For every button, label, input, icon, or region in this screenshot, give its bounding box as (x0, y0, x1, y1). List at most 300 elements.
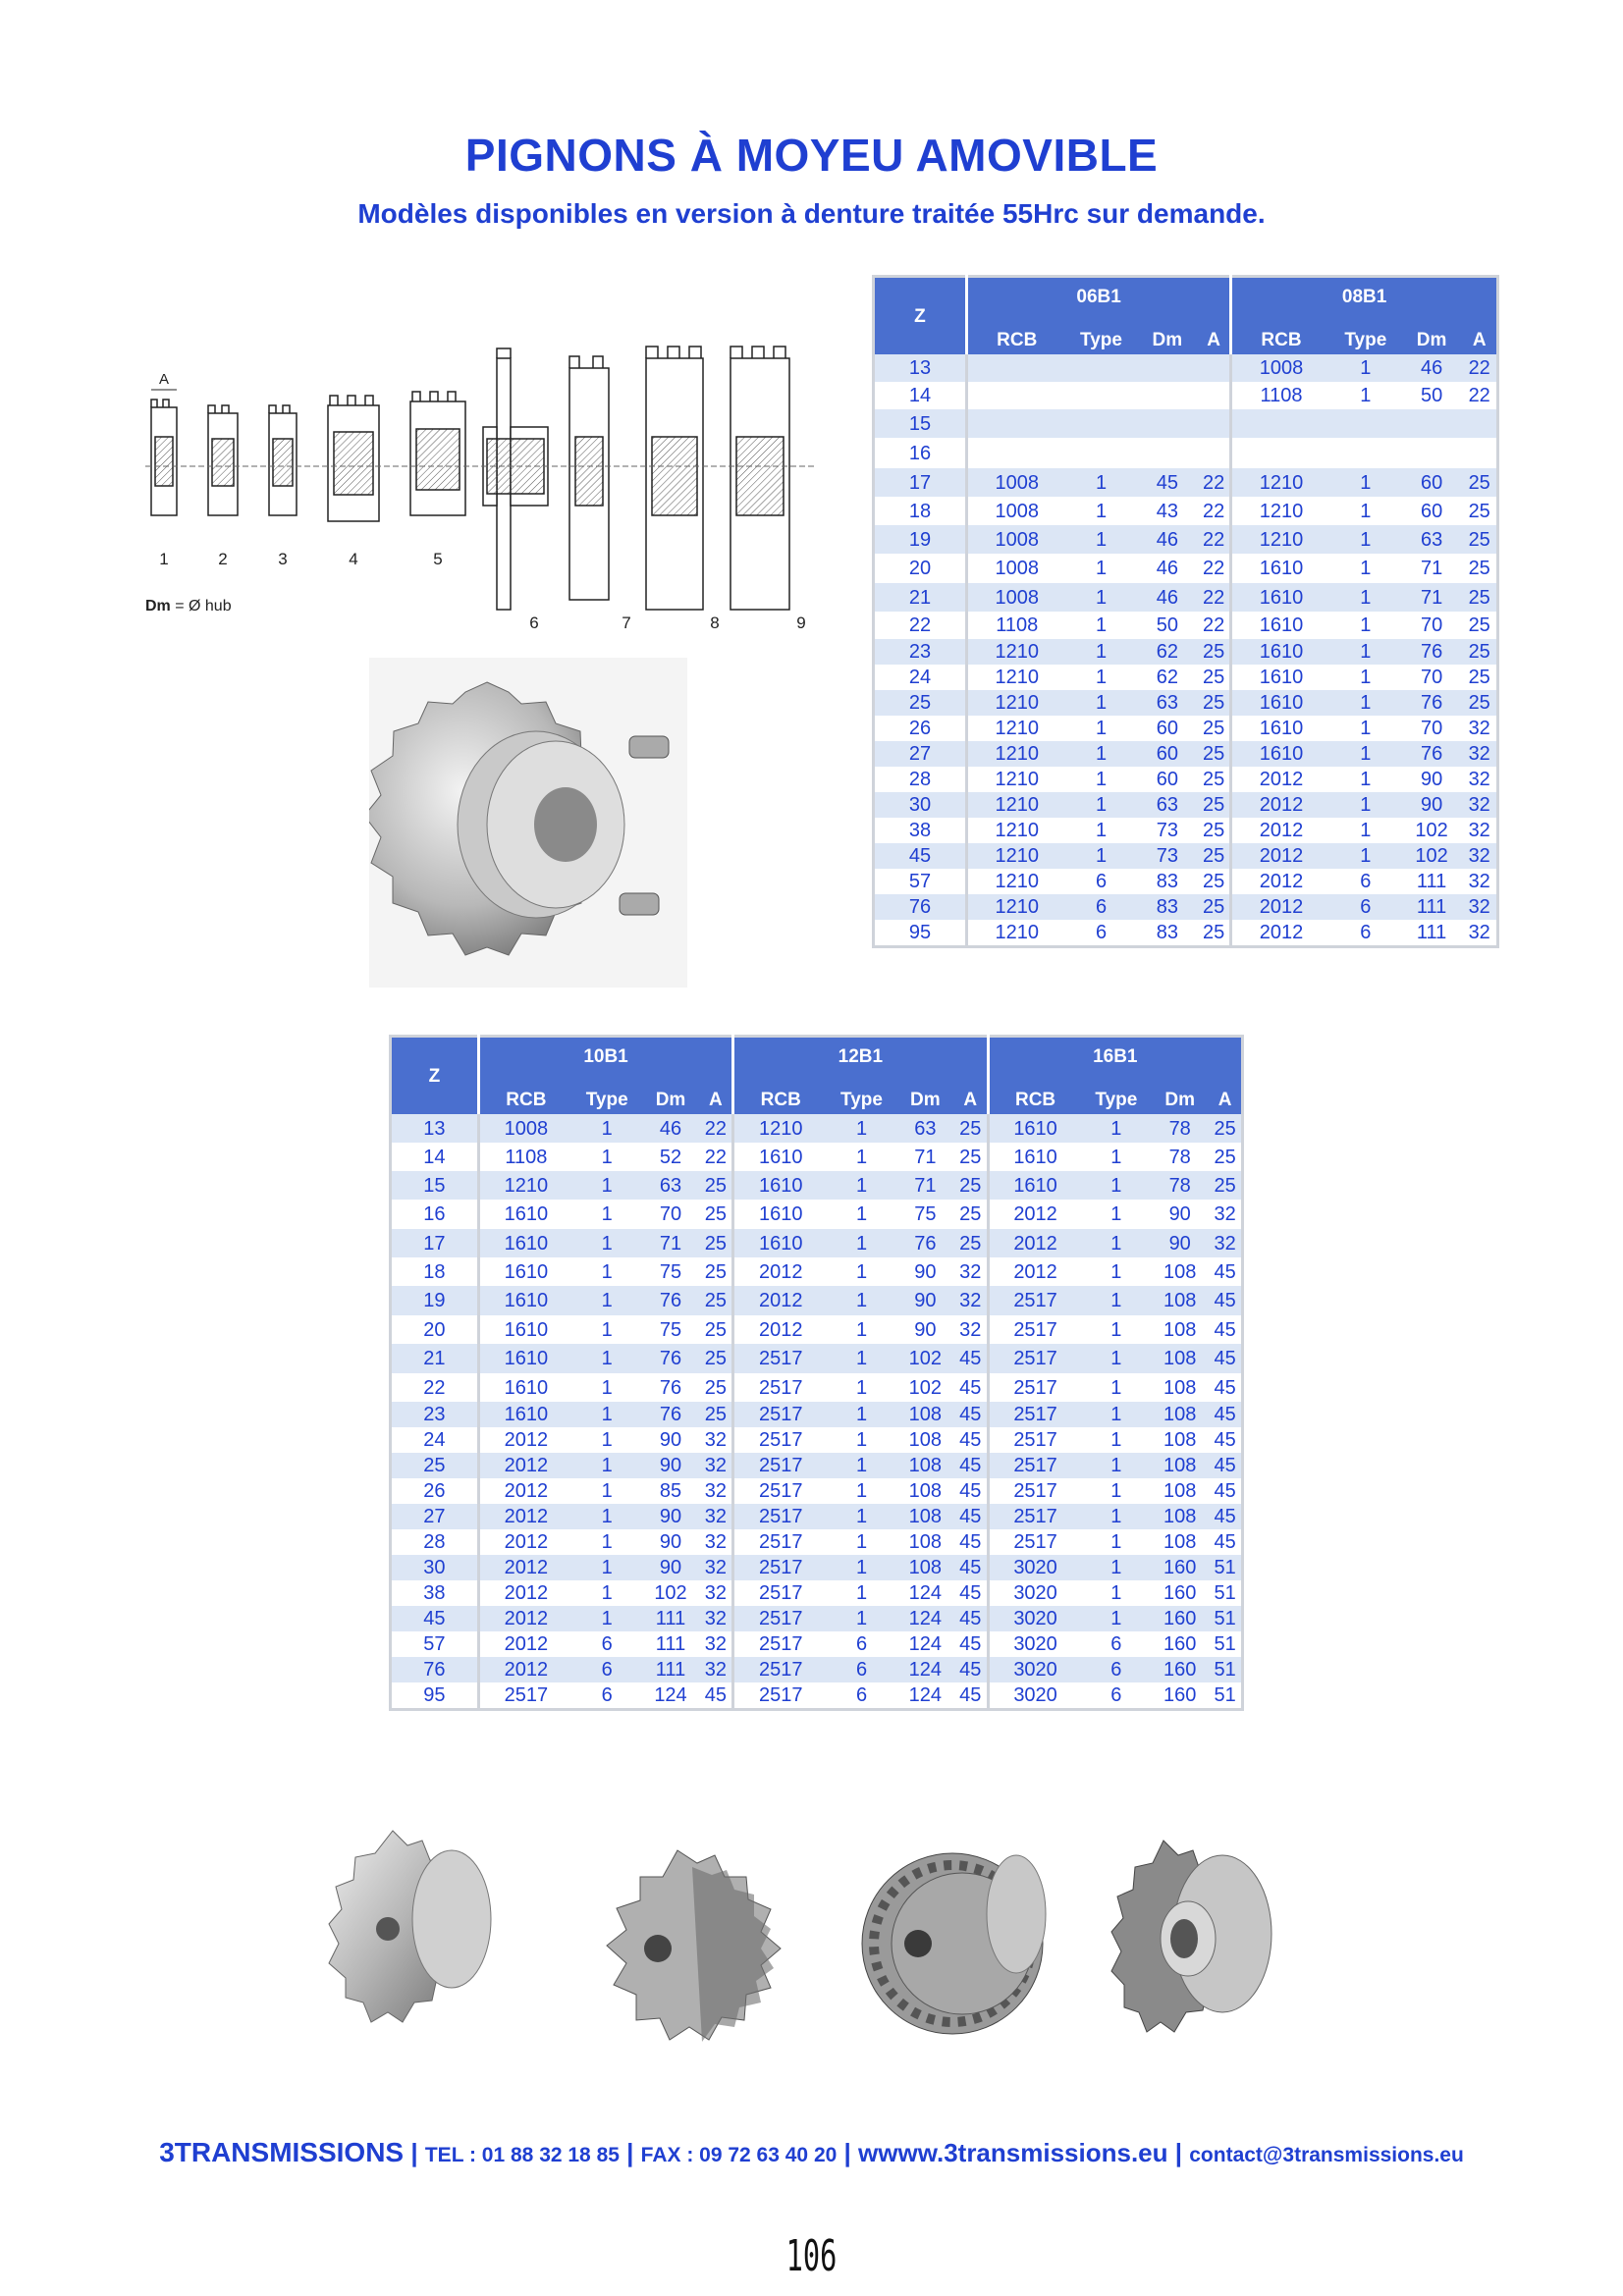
table-cell: 45 (954, 1529, 988, 1555)
table-cell: 32 (700, 1478, 733, 1504)
table-cell: 25 (1198, 818, 1231, 843)
col-header-a: A (1209, 1085, 1242, 1114)
table-row (391, 1143, 1243, 1171)
table-row (391, 1427, 1243, 1453)
table-cell: 25 (1198, 716, 1231, 741)
table-cell: 22 (1198, 525, 1231, 554)
z-cell: 76 (874, 894, 967, 920)
type-number: 6 (529, 614, 539, 632)
table-cell: 3020 (988, 1682, 1082, 1709)
table-cell (1401, 438, 1463, 468)
table-cell: 32 (1462, 767, 1497, 792)
table-cell: 25 (954, 1143, 988, 1171)
table-cell: 32 (1462, 741, 1497, 767)
table-cell: 1 (827, 1200, 896, 1229)
z-cell: 17 (391, 1229, 479, 1257)
table-row (874, 354, 1498, 382)
table-cell: 1210 (966, 767, 1065, 792)
col-header-a: A (954, 1085, 988, 1114)
table-cell: 25 (1198, 767, 1231, 792)
table-cell: 1 (572, 1200, 642, 1229)
z-cell: 45 (874, 843, 967, 869)
table-cell: 1 (1330, 716, 1401, 741)
table-cell: 51 (1209, 1631, 1242, 1657)
table-cell: 1008 (1231, 354, 1330, 382)
table-cell: 62 (1137, 665, 1199, 690)
table-cell: 111 (1401, 920, 1463, 946)
table-cell: 1 (572, 1315, 642, 1344)
col-header-rcb: RCB (733, 1085, 828, 1114)
table-cell: 1 (572, 1402, 642, 1427)
table-cell: 1 (1330, 354, 1401, 382)
table-cell: 25 (954, 1114, 988, 1143)
table-cell: 6 (1065, 894, 1136, 920)
table-cell: 1 (827, 1114, 896, 1143)
z-cell: 15 (391, 1171, 479, 1200)
table-cell: 1 (1065, 767, 1136, 792)
table-cell: 25 (700, 1315, 733, 1344)
z-cell: 20 (874, 554, 967, 583)
table-cell: 1 (1082, 1504, 1152, 1529)
table-cell: 45 (954, 1606, 988, 1631)
table-cell: 6 (827, 1682, 896, 1709)
table-cell: 1 (1082, 1373, 1152, 1402)
table-cell: 45 (954, 1555, 988, 1580)
table-cell (1198, 438, 1231, 468)
table-cell: 1 (572, 1478, 642, 1504)
z-cell: 20 (391, 1315, 479, 1344)
table-cell: 90 (896, 1286, 954, 1315)
table-cell: 2517 (478, 1682, 572, 1709)
dimension-a-label: A (158, 371, 170, 388)
table-cell: 32 (700, 1555, 733, 1580)
table-cell (1137, 354, 1199, 382)
table-cell: 32 (1462, 792, 1497, 818)
table-cell: 6 (1082, 1631, 1152, 1657)
z-cell: 25 (391, 1453, 479, 1478)
table-cell (1231, 409, 1330, 438)
table-cell: 2012 (1231, 894, 1330, 920)
table-cell: 2517 (733, 1631, 828, 1657)
table-cell: 1 (827, 1402, 896, 1427)
table-cell: 32 (1462, 716, 1497, 741)
table-cell: 62 (1137, 639, 1199, 665)
table-cell: 45 (954, 1631, 988, 1657)
table-row (874, 554, 1498, 583)
table-cell: 3020 (988, 1555, 1082, 1580)
table-row (391, 1555, 1243, 1580)
table-row (874, 818, 1498, 843)
table-cell: 1008 (966, 525, 1065, 554)
table-row (874, 468, 1498, 497)
group-header-08b1: 08B1 (1231, 277, 1498, 326)
sprocket-photo-large (369, 658, 687, 988)
table-cell: 45 (954, 1657, 988, 1682)
table-cell: 32 (1462, 843, 1497, 869)
table-cell: 25 (1209, 1114, 1242, 1143)
z-cell: 22 (391, 1373, 479, 1402)
table-cell: 2012 (733, 1286, 828, 1315)
table-cell: 1 (1065, 554, 1136, 583)
table-cell: 32 (700, 1504, 733, 1529)
table-cell: 1 (1065, 792, 1136, 818)
table-cell: 25 (1462, 612, 1497, 639)
table-cell: 1610 (478, 1257, 572, 1286)
table-cell: 71 (1401, 583, 1463, 612)
table-row (874, 639, 1498, 665)
table-cell: 76 (641, 1344, 699, 1373)
table-cell (966, 382, 1065, 409)
table-cell: 108 (1151, 1427, 1209, 1453)
table-cell: 71 (896, 1171, 954, 1200)
table-cell: 1 (1082, 1580, 1152, 1606)
table-cell: 51 (1209, 1580, 1242, 1606)
table-row (391, 1631, 1243, 1657)
footer-contact: 3TRANSMISSIONS | TEL : 01 88 32 18 85 | FAX : 09 72 63 40 20 | wwww.3transmissions.eu | contact@3transmissions.eu (159, 2137, 1464, 2167)
table-cell: 108 (896, 1504, 954, 1529)
type-number: 8 (710, 614, 720, 632)
table-cell: 71 (896, 1143, 954, 1171)
z-cell: 57 (391, 1631, 479, 1657)
table-cell: 1008 (966, 554, 1065, 583)
table-cell: 1610 (733, 1171, 828, 1200)
table-cell: 70 (1401, 612, 1463, 639)
table-cell: 25 (700, 1373, 733, 1402)
table-cell: 83 (1137, 894, 1199, 920)
z-cell: 18 (391, 1257, 479, 1286)
col-header-type: Type (1330, 325, 1401, 354)
table-cell: 1210 (478, 1171, 572, 1200)
table-cell: 1 (827, 1478, 896, 1504)
table-cell: 25 (1462, 665, 1497, 690)
table-row (391, 1682, 1243, 1709)
table-cell: 1 (1065, 497, 1136, 525)
table-cell: 45 (954, 1402, 988, 1427)
table-cell: 90 (641, 1555, 699, 1580)
table-cell: 2012 (478, 1657, 572, 1682)
table-cell: 102 (1401, 818, 1463, 843)
table-cell: 2012 (733, 1257, 828, 1286)
z-cell: 57 (874, 869, 967, 894)
table-cell: 2517 (733, 1529, 828, 1555)
type-number: 5 (433, 550, 443, 568)
table-cell: 60 (1137, 767, 1199, 792)
table-cell: 90 (1151, 1200, 1209, 1229)
col-header-dm: Dm (1401, 325, 1463, 354)
table-cell: 22 (1462, 382, 1497, 409)
table-cell: 1 (1082, 1478, 1152, 1504)
table-cell: 1 (572, 1257, 642, 1286)
table-cell: 1 (1330, 767, 1401, 792)
table-cell: 1 (1330, 554, 1401, 583)
table-cell: 2517 (988, 1402, 1082, 1427)
col-header-rcb: RCB (1231, 325, 1330, 354)
z-cell: 14 (391, 1143, 479, 1171)
z-cell: 23 (391, 1402, 479, 1427)
table-cell: 108 (1151, 1453, 1209, 1478)
table-cell: 32 (1462, 894, 1497, 920)
table-cell: 2012 (988, 1200, 1082, 1229)
table-cell: 1 (572, 1373, 642, 1402)
table-cell: 6 (572, 1657, 642, 1682)
table-cell: 1210 (966, 792, 1065, 818)
table-cell: 1210 (1231, 468, 1330, 497)
table-cell: 32 (1462, 869, 1497, 894)
table-cell: 45 (1209, 1344, 1242, 1373)
table-cell: 32 (700, 1657, 733, 1682)
table-cell: 2012 (478, 1555, 572, 1580)
footer-brand: 3TRANSMISSIONS (159, 2137, 405, 2167)
z-cell: 18 (874, 497, 967, 525)
table-row (874, 792, 1498, 818)
group-header-10b1: 10B1 (478, 1037, 732, 1086)
table-cell: 45 (1209, 1373, 1242, 1402)
table-cell: 1210 (733, 1114, 828, 1143)
table-cell: 25 (700, 1257, 733, 1286)
table-row (874, 767, 1498, 792)
table-cell: 51 (1209, 1682, 1242, 1709)
table-cell: 1 (827, 1286, 896, 1315)
table-cell: 71 (641, 1229, 699, 1257)
page-number: 106 (785, 2231, 838, 2281)
table-cell: 2517 (733, 1580, 828, 1606)
table-cell: 76 (641, 1373, 699, 1402)
table-cell: 1 (827, 1453, 896, 1478)
table-cell: 102 (896, 1373, 954, 1402)
table-cell: 124 (641, 1682, 699, 1709)
table-cell: 3020 (988, 1657, 1082, 1682)
table-cell: 63 (1137, 792, 1199, 818)
z-cell: 13 (391, 1114, 479, 1143)
table-cell: 1210 (966, 716, 1065, 741)
table-cell: 160 (1151, 1631, 1209, 1657)
z-cell: 27 (874, 741, 967, 767)
table-cell: 2012 (478, 1478, 572, 1504)
table-cell: 1610 (478, 1315, 572, 1344)
table-cell: 1 (1330, 741, 1401, 767)
table-cell: 1610 (478, 1229, 572, 1257)
table-cell: 2517 (733, 1682, 828, 1709)
table-cell: 160 (1151, 1682, 1209, 1709)
table-cell: 1 (572, 1286, 642, 1315)
table-row (874, 382, 1498, 409)
table-cell: 25 (1198, 843, 1231, 869)
table-cell: 76 (1401, 639, 1463, 665)
table-cell: 2517 (733, 1453, 828, 1478)
table-cell: 85 (641, 1478, 699, 1504)
table-cell: 1 (1082, 1402, 1152, 1427)
table-cell: 1 (1082, 1555, 1152, 1580)
z-cell: 21 (391, 1344, 479, 1373)
table-cell: 90 (641, 1427, 699, 1453)
table-cell: 2012 (478, 1504, 572, 1529)
table-cell: 1 (572, 1529, 642, 1555)
table-cell: 46 (1137, 554, 1199, 583)
table-row (391, 1373, 1243, 1402)
table-cell: 111 (641, 1631, 699, 1657)
table-cell: 1 (827, 1171, 896, 1200)
table-row (391, 1657, 1243, 1682)
table-cell: 2012 (988, 1229, 1082, 1257)
table-cell: 108 (896, 1529, 954, 1555)
table-cell: 1 (1082, 1143, 1152, 1171)
table-cell (1198, 409, 1231, 438)
table-cell: 1 (1065, 583, 1136, 612)
table-cell: 1 (827, 1257, 896, 1286)
table-cell: 25 (1198, 869, 1231, 894)
table-row (391, 1580, 1243, 1606)
table-row (874, 409, 1498, 438)
table-cell: 3020 (988, 1580, 1082, 1606)
table-cell: 6 (1082, 1657, 1152, 1682)
table-cell: 1 (1330, 468, 1401, 497)
table-cell: 1 (572, 1606, 642, 1631)
table-cell: 1 (572, 1229, 642, 1257)
table-cell: 1610 (478, 1200, 572, 1229)
table-cell: 90 (1401, 792, 1463, 818)
table-cell: 83 (1137, 869, 1199, 894)
col-header-type: Type (1065, 325, 1136, 354)
table-row (391, 1286, 1243, 1315)
z-cell: 95 (874, 920, 967, 946)
table-cell: 1210 (966, 665, 1065, 690)
table-cell: 108 (896, 1402, 954, 1427)
table-cell: 108 (1151, 1402, 1209, 1427)
table-cell: 45 (1209, 1315, 1242, 1344)
table-cell (1137, 409, 1199, 438)
table-cell: 2012 (1231, 869, 1330, 894)
table-cell: 1 (1082, 1315, 1152, 1344)
table-cell: 1 (1082, 1171, 1152, 1200)
table-cell: 1 (1082, 1229, 1152, 1257)
table-cell: 2012 (1231, 920, 1330, 946)
group-header-16b1: 16B1 (988, 1037, 1242, 1086)
table-cell: 25 (954, 1171, 988, 1200)
table-cell: 32 (700, 1529, 733, 1555)
table-row (874, 869, 1498, 894)
table-cell: 108 (896, 1453, 954, 1478)
z-cell: 16 (874, 438, 967, 468)
table-cell: 78 (1151, 1114, 1209, 1143)
table-cell: 1 (827, 1580, 896, 1606)
table-cell: 2517 (988, 1427, 1082, 1453)
table-cell: 1 (572, 1143, 642, 1171)
table-cell: 1610 (478, 1402, 572, 1427)
z-cell: 17 (874, 468, 967, 497)
z-cell: 45 (391, 1606, 479, 1631)
table-row (874, 741, 1498, 767)
footer-website[interactable]: wwww.3transmissions.eu (858, 2138, 1168, 2167)
col-header-type: Type (572, 1085, 642, 1114)
table-cell: 1 (827, 1229, 896, 1257)
table-cell: 75 (641, 1257, 699, 1286)
table-row (391, 1478, 1243, 1504)
table-cell: 1610 (1231, 690, 1330, 716)
table-cell: 1610 (1231, 612, 1330, 639)
z-cell: 28 (874, 767, 967, 792)
table-cell: 63 (896, 1114, 954, 1143)
col-header-dm: Dm (641, 1085, 699, 1114)
table-cell: 108 (896, 1478, 954, 1504)
table-cell: 22 (700, 1143, 733, 1171)
table-cell: 6 (827, 1657, 896, 1682)
table-cell: 22 (700, 1114, 733, 1143)
table-cell: 78 (1151, 1171, 1209, 1200)
table-cell: 124 (896, 1631, 954, 1657)
table-cell: 1 (1330, 818, 1401, 843)
table-cell: 1 (1082, 1257, 1152, 1286)
table-cell: 2517 (988, 1529, 1082, 1555)
z-cell: 26 (874, 716, 967, 741)
table-cell: 25 (1198, 690, 1231, 716)
table-cell: 2012 (1231, 792, 1330, 818)
z-header: Z (391, 1037, 479, 1115)
table-cell: 1108 (1231, 382, 1330, 409)
table-cell: 2517 (733, 1402, 828, 1427)
table-cell: 25 (1209, 1143, 1242, 1171)
col-header-type: Type (1082, 1085, 1152, 1114)
table-cell: 83 (1137, 920, 1199, 946)
table-cell: 1 (1065, 843, 1136, 869)
table-cell: 63 (1401, 525, 1463, 554)
table-cell: 1 (1082, 1529, 1152, 1555)
table-cell: 32 (954, 1286, 988, 1315)
table-cell: 1 (1330, 665, 1401, 690)
table-cell: 6 (572, 1631, 642, 1657)
table-cell: 1610 (733, 1200, 828, 1229)
table-cell: 2012 (478, 1631, 572, 1657)
table-cell (1330, 409, 1401, 438)
table-cell: 45 (954, 1344, 988, 1373)
table-cell: 45 (954, 1478, 988, 1504)
table-cell: 160 (1151, 1657, 1209, 1682)
table-cell: 25 (700, 1229, 733, 1257)
table-cell: 1008 (966, 468, 1065, 497)
table-row (874, 497, 1498, 525)
table-cell: 2517 (733, 1657, 828, 1682)
table-cell: 1210 (966, 869, 1065, 894)
table-cell: 2517 (988, 1344, 1082, 1373)
table-cell: 2517 (733, 1606, 828, 1631)
page-subtitle: Modèles disponibles en version à denture traitée 55Hrc sur demande. (357, 198, 1266, 229)
table-cell: 2517 (988, 1286, 1082, 1315)
table-cell: 160 (1151, 1555, 1209, 1580)
table-cell: 25 (954, 1229, 988, 1257)
table-cell: 1 (572, 1171, 642, 1200)
specs-table-06b1-08b1 (872, 275, 1499, 948)
z-cell: 19 (874, 525, 967, 554)
table-cell: 6 (1330, 920, 1401, 946)
table-cell: 1 (572, 1453, 642, 1478)
table-cell: 46 (1137, 525, 1199, 554)
footer-email[interactable]: contact@3transmissions.eu (1189, 2144, 1464, 2166)
col-header-a: A (700, 1085, 733, 1114)
table-row (874, 665, 1498, 690)
z-cell: 16 (391, 1200, 479, 1229)
table-cell: 6 (1065, 920, 1136, 946)
table-cell: 108 (1151, 1344, 1209, 1373)
table-cell: 1 (1082, 1114, 1152, 1143)
table-cell: 32 (1209, 1229, 1242, 1257)
table-cell: 71 (1401, 554, 1463, 583)
table-cell: 2012 (478, 1580, 572, 1606)
table-cell: 32 (700, 1580, 733, 1606)
z-cell: 14 (874, 382, 967, 409)
table-row (874, 583, 1498, 612)
table-cell: 2517 (733, 1344, 828, 1373)
table-cell: 1 (1330, 612, 1401, 639)
table-cell: 1 (572, 1504, 642, 1529)
